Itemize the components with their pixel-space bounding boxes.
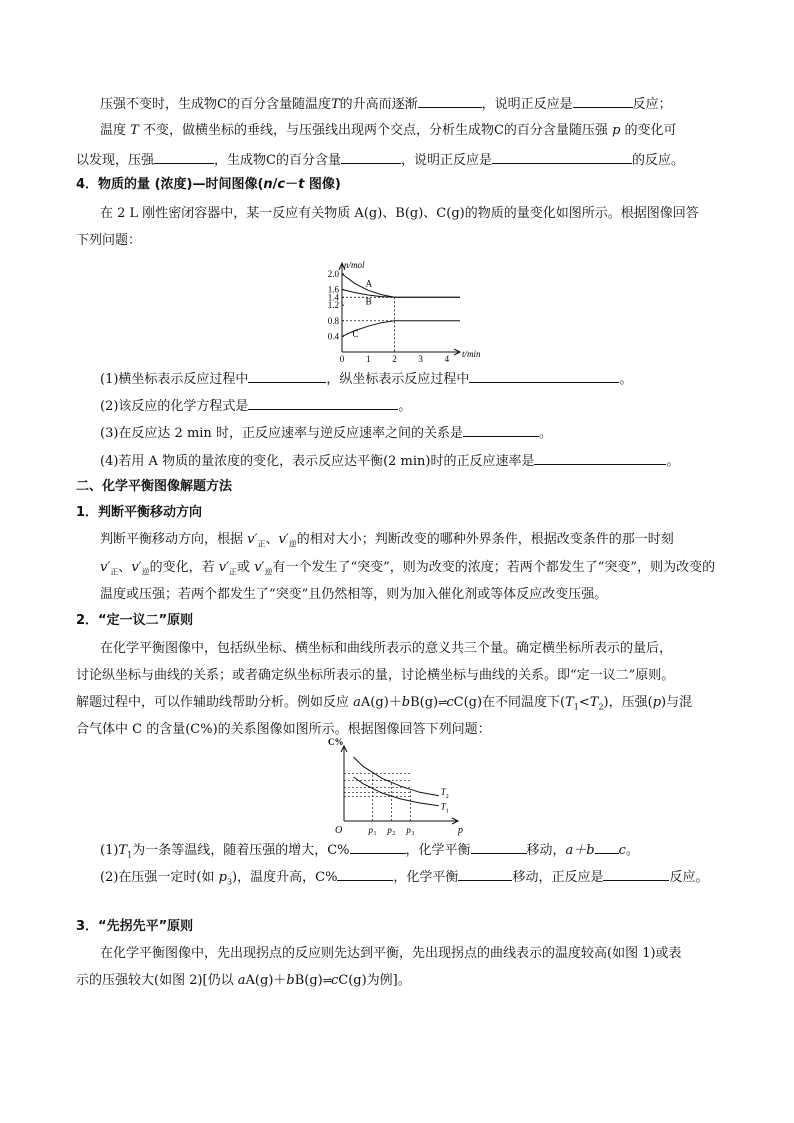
chart-series: [342, 274, 460, 339]
x-tick-sub: 2: [392, 831, 396, 837]
answer-blank[interactable]: [595, 840, 619, 854]
question-line: (2)该反应的化学方程式是 。: [100, 396, 411, 416]
x-tick-sub: 1: [373, 831, 377, 837]
series-label-T2: T: [440, 787, 446, 797]
answer-blank[interactable]: [463, 423, 539, 437]
x-tick-label: 1: [365, 354, 371, 364]
series-line-C: [342, 321, 460, 340]
series-label-B: B: [365, 296, 372, 307]
answer-blank[interactable]: [350, 840, 406, 854]
series-label-sub: 1: [445, 808, 449, 815]
origin-label: O: [335, 825, 343, 836]
x-tick-label-p2: p: [387, 825, 392, 835]
series-curve-T2: [354, 757, 439, 796]
x-tick-label: 2: [392, 354, 397, 364]
subsection-heading: 3．“先拐先平”原则: [76, 919, 194, 934]
question-line: (4)若用 A 物质的量浓度的变化，表示反应达平衡(2 min)时的正反应速率是 。: [100, 451, 680, 471]
question-line: (3)在反应达 2 min 时，正反应速率与逆反应速率之间的关系是 。: [100, 423, 552, 443]
answer-blank[interactable]: [492, 150, 632, 164]
y-tick-label: 1.4: [327, 292, 339, 303]
subsection-heading: 1．判断平衡移动方向: [76, 505, 203, 520]
c-percent-pressure-chart: [318, 737, 468, 837]
answer-blank[interactable]: [248, 396, 398, 410]
section-heading: 二、化学平衡图像解题方法: [76, 479, 233, 494]
text-line: 讨论纵坐标与曲线的关系；或者确定纵坐标所表示的量，讨论横坐标与曲线的关系。即“定一议二”原则。: [76, 668, 675, 683]
text-line: 压强不变时，生成物C的百分含量随温度T的升高而逐渐 ，说明正反应是 反应；: [100, 94, 672, 114]
y-axis-label: n/mol: [344, 260, 365, 270]
text-line: $v'_正$、$v'_逆$的变化，若 $v'_正$或 $v'_逆$有一个发生了“突变”，则为改变的浓度；若两个都发生了“突变”，则为改变的: [100, 560, 716, 577]
x-tick-label: 3: [418, 354, 423, 364]
text-line: 解题过程中，可以作辅助线帮助分析。例如反应 aA(g)＋bB(g)⇌cC(g)在不同温度下$(T_1<T_2)$，压强(p)与混: [76, 695, 693, 712]
text-line: 在化学平衡图像中，先出现拐点的反应则先达到平衡，先出现拐点的曲线表示的温度较高(如图 1)或表: [100, 946, 682, 961]
answer-blank[interactable]: [418, 94, 482, 108]
chart-axes: [339, 263, 460, 355]
x-tick-label: 0: [339, 354, 345, 364]
chart-ticks: [328, 260, 481, 364]
answer-blank[interactable]: [534, 451, 666, 465]
series-label-sub: 2: [445, 794, 449, 800]
series-curve-T1: [354, 777, 439, 806]
x-tick-sub: 3: [411, 831, 415, 837]
text-line: 在化学平衡图像中，包括纵坐标、横坐标和曲线所表示的意义共三个量。确定横坐标所表示的量后，: [100, 641, 673, 656]
series-label-T1: T: [440, 801, 446, 812]
question-line: $(1)T_1$为一条等温线，随着压强的增大，C% ，化学平衡 移动，a＋b c。: [100, 840, 639, 865]
question-line: (1)横坐标表示反应过程中 ，纵坐标表示反应过程中 。: [100, 369, 632, 389]
chart-series: [354, 757, 449, 815]
x-tick-label: 4: [444, 354, 450, 364]
answer-blank[interactable]: [469, 369, 619, 383]
mole-time-chart: [316, 260, 481, 364]
series-label-A: A: [365, 278, 373, 289]
series-label-C: C: [352, 329, 359, 340]
y-tick-label: 1.6: [327, 284, 339, 295]
subsection-heading: 2．“定一议二”原则: [76, 613, 194, 628]
text-line: 示的压强较大(如图 2)[仍以 aA(g)＋bB(g)⇌cC(g)为例]。: [76, 973, 411, 988]
text-line: 在 2 L 刚性密闭容器中，某一反应有关物质 A(g)、B(g)、C(g)的物质的量变化如图所示。根据图像回答: [100, 206, 699, 221]
text-line: 温度或压强；若两个都发生了“突变”且仍然相等，则为加入催化剂或等体反应改变压强。: [100, 587, 608, 602]
answer-blank[interactable]: [154, 150, 214, 164]
answer-blank[interactable]: [341, 150, 401, 164]
text-line: 判断平衡移动方向，根据 $v'_正$、$v'_逆$的相对大小；判断改变的哪种外界条件，根据改变条件的那一时刻: [100, 532, 674, 549]
equilibrium-arrow: ⇌: [438, 696, 447, 709]
text-line: 以发现，压强 ，生成物C的百分含量 ，说明正反应是 的反应。: [76, 150, 684, 170]
text-line: 温度 T 不变，做横坐标的垂线，与压强线出现两个交点，分析生成物C的百分含量随压强 p 的变化可: [100, 123, 677, 138]
answer-blank[interactable]: [573, 94, 633, 108]
chart-guides: [344, 774, 410, 821]
x-axis-label: t/min: [462, 349, 481, 359]
y-tick-label: 2.0: [327, 268, 339, 279]
equilibrium-arrow: ⇌: [322, 974, 331, 987]
answer-blank[interactable]: [337, 867, 393, 881]
y-tick-label: 1.2: [327, 300, 339, 311]
series-line-B: [342, 290, 460, 298]
answer-blank[interactable]: [248, 369, 326, 383]
chart-axes: [341, 746, 458, 824]
answer-blank[interactable]: [603, 867, 669, 881]
x-tick-label-p3: p: [406, 825, 411, 835]
y-tick-label: 0.4: [327, 331, 339, 342]
text-line: 合气体中 C 的含量(C%)的关系图像如图所示。根据图像回答下列问题：: [76, 722, 491, 737]
section-heading: 4．物质的量 (浓度)—时间图像(n/c－t 图像): [76, 177, 341, 192]
question-line: (2)在压强一定时(如 $p_3$)，温度升高，C% ，化学平衡 移动，正反应是 反应。: [100, 867, 708, 892]
answer-blank[interactable]: [471, 840, 527, 854]
answer-blank[interactable]: [458, 867, 512, 881]
x-tick-label-p1: p: [368, 825, 373, 835]
y-tick-label: 0.8: [327, 315, 339, 326]
x-axis-label: p: [458, 825, 463, 836]
y-axis-label: C%: [328, 737, 344, 747]
text-line: 下列问题：: [76, 233, 142, 248]
